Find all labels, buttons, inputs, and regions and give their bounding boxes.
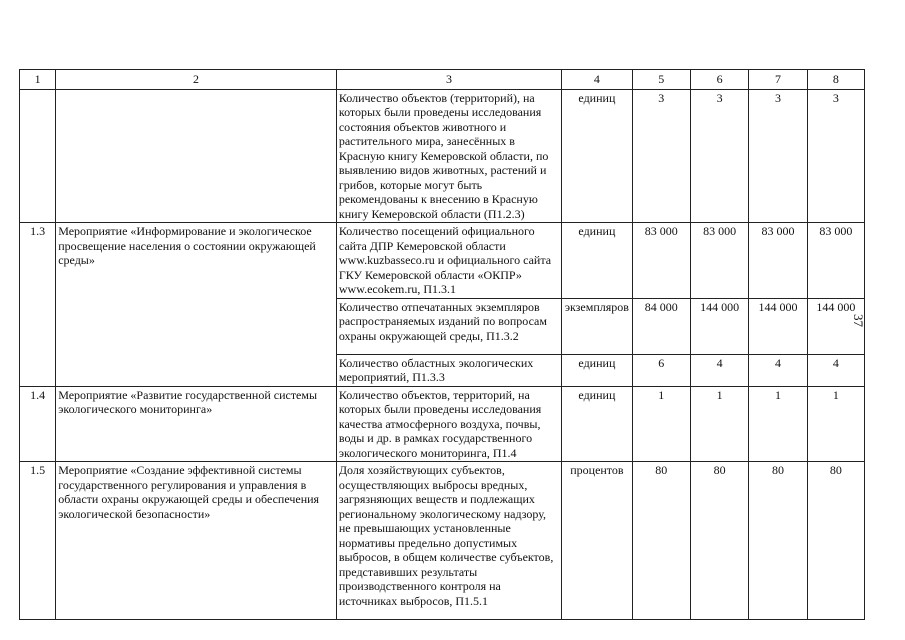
header-cell: 3 [336, 70, 561, 90]
event-cell [56, 89, 337, 223]
header-cell: 6 [690, 70, 748, 90]
value-cell: 1 [632, 386, 690, 462]
value-cell: 83 000 [807, 223, 864, 299]
value-cell: 3 [632, 89, 690, 223]
header-cell: 4 [562, 70, 632, 90]
indicator-cell: Количество объектов (территорий), на которых были проведены исследования состояния объектов животного и растительного мира, занесённых в Красную книгу Кемеровской области, по выявлению видов животных, растений и грибов, которые могут быть рекомендованы к внесению в Красную книгу Кемеровской области (П1.2.3) [336, 89, 561, 223]
event-cell: Мероприятие «Информирование и экологическое просвещение населения о состоянии окружающей среды» [56, 223, 337, 387]
value-cell: 3 [749, 89, 807, 223]
value-cell: 1 [690, 386, 748, 462]
value-cell: 80 [807, 462, 864, 620]
value-cell: 3 [807, 89, 864, 223]
value-cell: 144 000 [749, 298, 807, 354]
unit-cell: единиц [562, 354, 632, 386]
header-cell: 2 [56, 70, 337, 90]
value-cell: 144 000 [807, 298, 864, 354]
value-cell: 4 [749, 354, 807, 386]
indicator-cell: Количество объектов, территорий, на которых были проведены исследования качества атмосферного воздуха, почвы, воды и др. в рамках государственного экологического мониторинга, П1.4 [336, 386, 561, 462]
row-number: 1.3 [20, 223, 56, 387]
header-cell: 1 [20, 70, 56, 90]
page-number: 37 [851, 314, 866, 327]
value-cell: 83 000 [690, 223, 748, 299]
header-cell: 5 [632, 70, 690, 90]
unit-cell: процентов [562, 462, 632, 620]
table-row [20, 462, 865, 620]
value-cell: 3 [690, 89, 748, 223]
table-row [20, 386, 865, 462]
value-cell: 80 [632, 462, 690, 620]
value-cell: 80 [690, 462, 748, 620]
row-number: 1.5 [20, 462, 56, 620]
value-cell: 83 000 [632, 223, 690, 299]
unit-cell: единиц [562, 223, 632, 299]
header-cell: 8 [807, 70, 864, 90]
indicator-cell: Количество областных экологических мероприятий, П1.3.3 [336, 354, 561, 386]
value-cell: 144 000 [690, 298, 748, 354]
value-cell: 4 [807, 354, 864, 386]
unit-cell: экземпляров [562, 298, 632, 354]
event-cell: Мероприятие «Развитие государственной системы экологического мониторинга» [56, 386, 337, 462]
value-cell: 1 [749, 386, 807, 462]
header-row [20, 70, 865, 90]
indicator-cell: Доля хозяйствующих субъектов, осуществляющих выбросы вредных, загрязняющих веществ и подлежащих региональному экологическому надзору, не превышающих установленные нормативы предельно допустимых выбросов, в общем количестве субъектов, представивших результаты производственного контроля на источниках выбросов, П1.5.1 [336, 462, 561, 620]
indicator-cell: Количество посещений официального сайта ДПР Кемеровской области www.kuzbasseco.ru и официального сайта ГКУ Кемеровской области «ОКПР» www.ecokem.ru, П1.3.1 [336, 223, 561, 299]
header-cell: 7 [749, 70, 807, 90]
unit-cell: единиц [562, 386, 632, 462]
value-cell: 80 [749, 462, 807, 620]
table-row [20, 223, 865, 299]
unit-cell: единиц [562, 89, 632, 223]
value-cell: 83 000 [749, 223, 807, 299]
row-number: 1.4 [20, 386, 56, 462]
value-cell: 6 [632, 354, 690, 386]
document-table [19, 69, 865, 620]
value-cell: 84 000 [632, 298, 690, 354]
row-number [20, 89, 56, 223]
value-cell: 1 [807, 386, 864, 462]
indicator-cell: Количество отпечатанных экземпляров распространяемых изданий по вопросам охраны окружающей среды, П1.3.2 [336, 298, 561, 354]
value-cell: 4 [690, 354, 748, 386]
table-row [20, 89, 865, 223]
event-cell: Мероприятие «Создание эффективной системы государственного регулирования и управления в области охраны окружающей среды и обеспечения экологической безопасности» [56, 462, 337, 620]
